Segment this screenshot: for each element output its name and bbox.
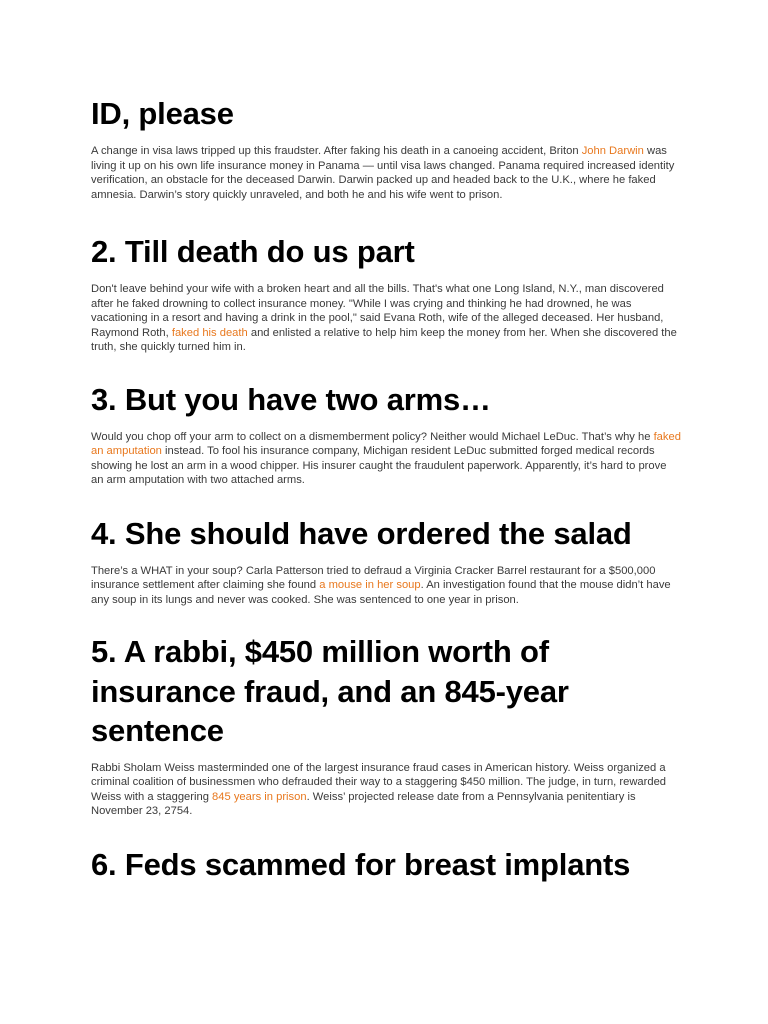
section-title: ID, please [91, 96, 234, 131]
section-paragraph [91, 144, 681, 202]
link-faked-an-amputation[interactable]: faked an amputation [91, 430, 681, 457]
section-title: 2. Till death do us part [91, 234, 415, 269]
link-mouse-in-her-soup[interactable]: a mouse in her soup [319, 579, 421, 591]
paragraph-text: . An investigation found that the mouse didn’t have any soup in its lungs and never was cooked. She was sentenced to one year in prison. [91, 579, 671, 606]
section-rabbi [91, 632, 681, 819]
paragraph-text: Don't leave behind your wife with a broken heart and all the bills. That's what one Long Island, N.Y., man discovered after he faked drowning to collect insurance money. "While I was crying and thinking he had drowned, he was vacationing in a resort and having a drink in the pool," said Evana Roth, wife of the alleged deceased. Her husband, Raymond Roth, [91, 283, 664, 339]
section-paragraph [91, 761, 681, 819]
section-feds [91, 845, 681, 885]
section-title: 3. But you have two arms… [91, 381, 491, 417]
link-845-years-in-prison[interactable]: 845 years in prison [212, 790, 307, 803]
section-two-arms [91, 380, 681, 488]
section-title: 6. Feds scammed for breast implants [91, 846, 631, 882]
link-faked-his-death[interactable]: faked his death [171, 326, 248, 339]
paragraph-text: Would you chop off your arm to collect on a dismemberment policy? Neither would Michael LeDuc. That’s why he [91, 430, 654, 443]
section-title: 4. She should have ordered the salad [91, 515, 632, 551]
link-john-darwin[interactable]: John Darwin [581, 145, 644, 157]
paragraph-text: A change in visa laws tripped up this fraudster. After faking his death in a canoeing accident, Briton [91, 145, 582, 157]
section-salad [91, 514, 681, 608]
section-id-please [91, 94, 681, 202]
section-paragraph [91, 430, 681, 488]
section-paragraph [91, 282, 681, 355]
section-till-death [91, 232, 681, 355]
paragraph-text: instead. To fool his insurance company, Michigan resident LeDuc submitted forged medical records showing he lost an arm in a wood chipper. His insurer caught the fraudulent paperwork. Apparently, it’s hard to prove an arm amputation with two attached arms. [91, 445, 667, 486]
paragraph-text: was living it up on his own life insurance money in Panama — until visa laws changed. Panama required increased identity verification, an obstacle for the deceased Darwin. Darwin packed up and headed back to the U.K., where he faked amnesia. Darwin’s story quickly unraveled, and both he and his wife went to prison. [91, 145, 675, 201]
paragraph-text: . Weiss’ projected release date from a Pennsylvania penitentiary is November 23, 2754. [91, 790, 636, 817]
article [91, 94, 681, 885]
paragraph-text: and enlisted a relative to help him keep the money from her. When she discovered the truth, she quickly turned him in. [91, 326, 677, 353]
section-paragraph [91, 564, 681, 608]
section-title: 5. A rabbi, $450 million worth of insurance fraud, and an 845-year sentence [91, 634, 569, 748]
paragraph-text: There’s a WHAT in your soup? Carla Patterson tried to defraud a Virginia Cracker Barrel restaurant for a $500,000 insurance settlement after claiming she found [91, 564, 656, 591]
paragraph-text: Rabbi Sholam Weiss masterminded one of the largest insurance fraud cases in American history. Weiss organized a criminal coalition of businessmen who defrauded their way to a staggering $450 million. The judge, in turn, rewarded Weiss with a staggering [91, 761, 667, 803]
